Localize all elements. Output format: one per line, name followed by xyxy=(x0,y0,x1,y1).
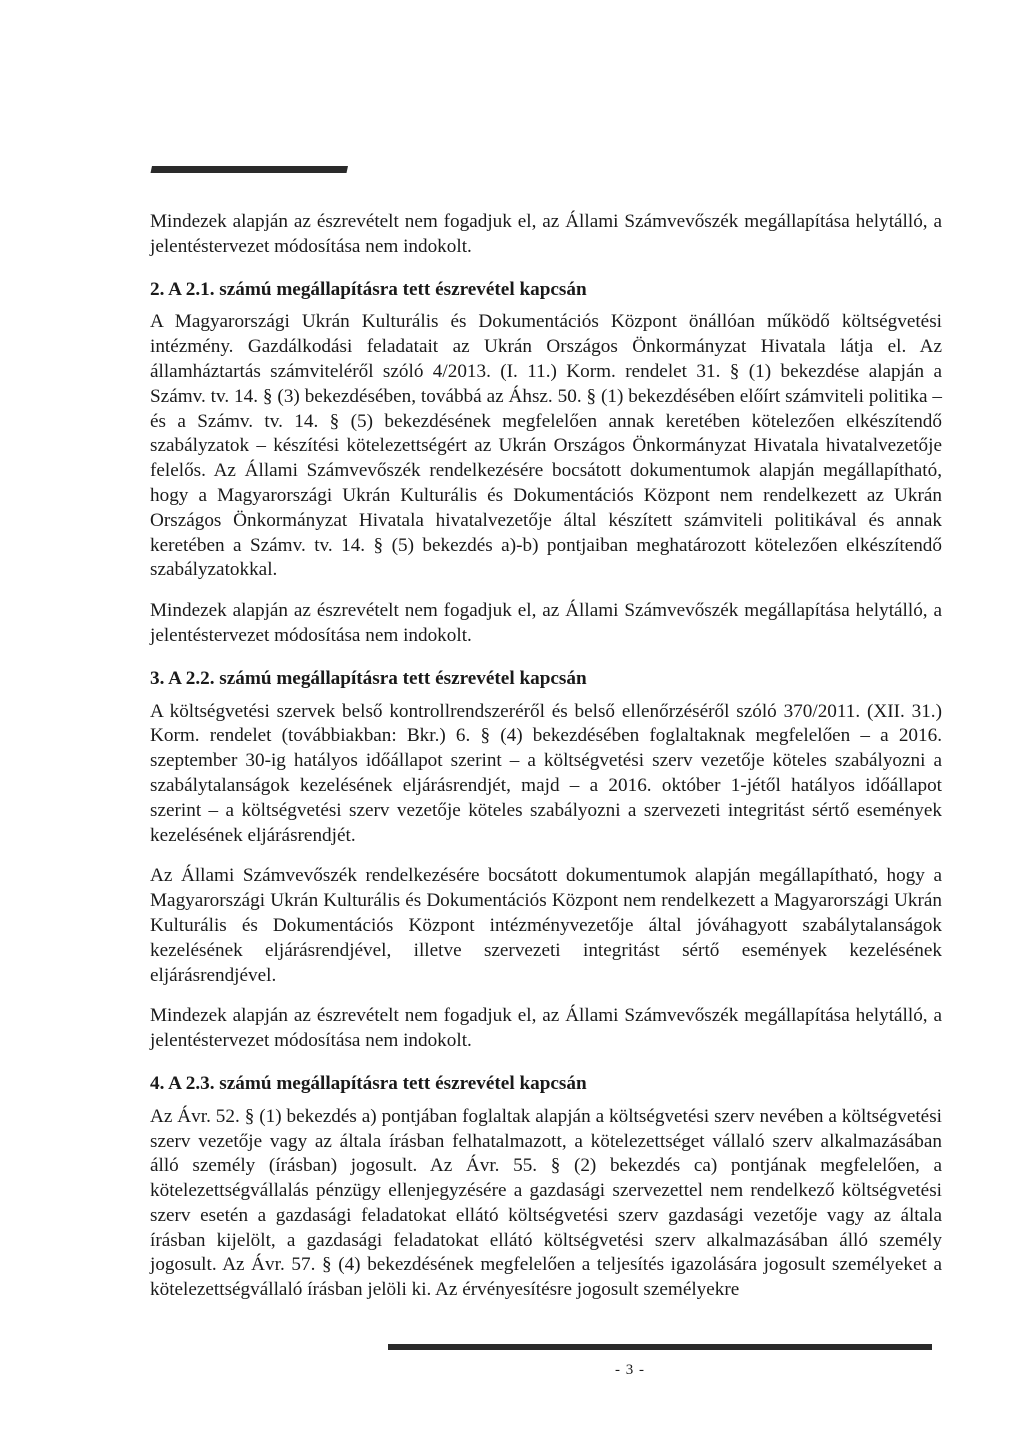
paragraph: A Magyarországi Ukrán Kulturális és Dokumentációs Központ önállóan működő költségvetési intézmény. Gazdálkodási feladatait az Ukrán Országos Önkormányzat Hivatala látja el. Az államháztartás számviteléről szóló 4/2013. (I. 11.) Korm. rendelet 31. § (1) bekezdése alapján a Számv. tv. 14. § (3) bekezdésében, továbbá az Áhsz. 50. § (1) bekezdésében előírt számviteli politika – és a Számv. tv. 14. § (5) bekezdésének megfelelően annak keretében kötelezően elkészítendő szabályzatok – készítési kötelezettségért az Ukrán Országos Önkormányzat Hivatala hivatalvezetője felelős. Az Állami Számvevőszék rendelkezésére bocsátott dokumentumok alapján megállapítható, hogy a Magyarországi Ukrán Kulturális és Dokumentációs Központ nem rendelkezett az Ukrán Országos Önkormányzat Hivatala hivatalvezetője által készített számviteli politikával és annak keretében a Számv. tv. 14. § (5) bekezdés a)-b) pontjaiban meghatározott kötelezően elkészítendő szabályzatokkal. xyxy=(150,311,942,581)
document-body xyxy=(150,210,942,1319)
paragraph: A költségvetési szervek belső kontrollrendszeréről és belső ellenőrzéséről szóló 370/2011. (XII. 31.) Korm. rendelet (továbbiakban: Bkr.) 6. § (4) bekezdésében foglaltaknak megfelelően – a 2016. szeptember 30-ig hatályos időállapot szerint – a költségvetési szerv vezetője köteles szabályozni a szabálytalanságok kezelésének eljárásrendjét, majd – a 2016. október 1-jétől hatályos időállapot szerint – a költségvetési szerv vezetője köteles szabályozni a szervezeti integritást sértő események kezelésének eljárásrendjét. xyxy=(150,700,942,846)
paragraph: Mindezek alapján az észrevételt nem fogadjuk el, az Állami Számvevőszék megállapítása helytálló, a jelentéstervezet módosítása nem indokolt. xyxy=(150,211,942,257)
section-heading-3: 3. A 2.2. számú megállapításra tett észrevétel kapcsán xyxy=(150,667,587,689)
page-number: - 3 - xyxy=(615,1362,645,1378)
paragraph: Mindezek alapján az észrevételt nem fogadjuk el, az Állami Számvevőszék megállapítása helytálló, a jelentéstervezet módosítása nem indokolt. xyxy=(150,1005,942,1052)
paragraph: Az Állami Számvevőszék rendelkezésére bocsátott dokumentumok alapján megállapítható, hogy a Magyarországi Ukrán Kulturális és Dokumentációs Központ nem rendelkezett a Magyarországi Ukrán Kulturális és Dokumentációs Központ intézményvezetője által jóváhagyott szabálytalanságok kezelésének eljárásrendjével, illetve szervezeti integritást sértő események kezelésének eljárásrendjével. xyxy=(150,865,942,986)
section-heading-2: 2. A 2.1. számú megállapításra tett észrevétel kapcsán xyxy=(150,278,587,300)
section-heading-4: 4. A 2.3. számú megállapításra tett észrevétel kapcsán xyxy=(150,1072,587,1094)
header-rule xyxy=(151,166,348,173)
paragraph: Mindezek alapján az észrevételt nem fogadjuk el, az Állami Számvevőszék megállapítása helytálló, a jelentéstervezet módosítása nem indokolt. xyxy=(150,600,942,646)
paragraph: Az Ávr. 52. § (1) bekezdés a) pontjában foglaltak alapján a költségvetési szerv nevében a költségvetési szerv vezetője vagy az általa írásban felhatalmazott, a kötelezettséget vállaló szerv alkalmazásában álló személy (írásban) jogosult. Az Ávr. 55. § (2) bekezdés ca) pontjának megfelelően, a kötelezettségvállalás pénzügy ellenjegyzésére a gazdasági szervezettel nem rendelkező költségvetési szerv esetén a gazdasági feladatokat ellátó költségvetési szerv gazdasági vezetője vagy az általa írásban kijelölt, a gazdasági feladatokat ellátó költségvetési szerv alkalmazásában álló személy jogosult. Az Ávr. 57. § (4) bekezdésének megfelelően a teljesítés igazolására jogosult személyeket a kötelezettségvállaló írásban jelöli ki. Az érvényesítésre jogosult személyekre xyxy=(150,1105,942,1301)
footer-rule xyxy=(388,1344,932,1350)
